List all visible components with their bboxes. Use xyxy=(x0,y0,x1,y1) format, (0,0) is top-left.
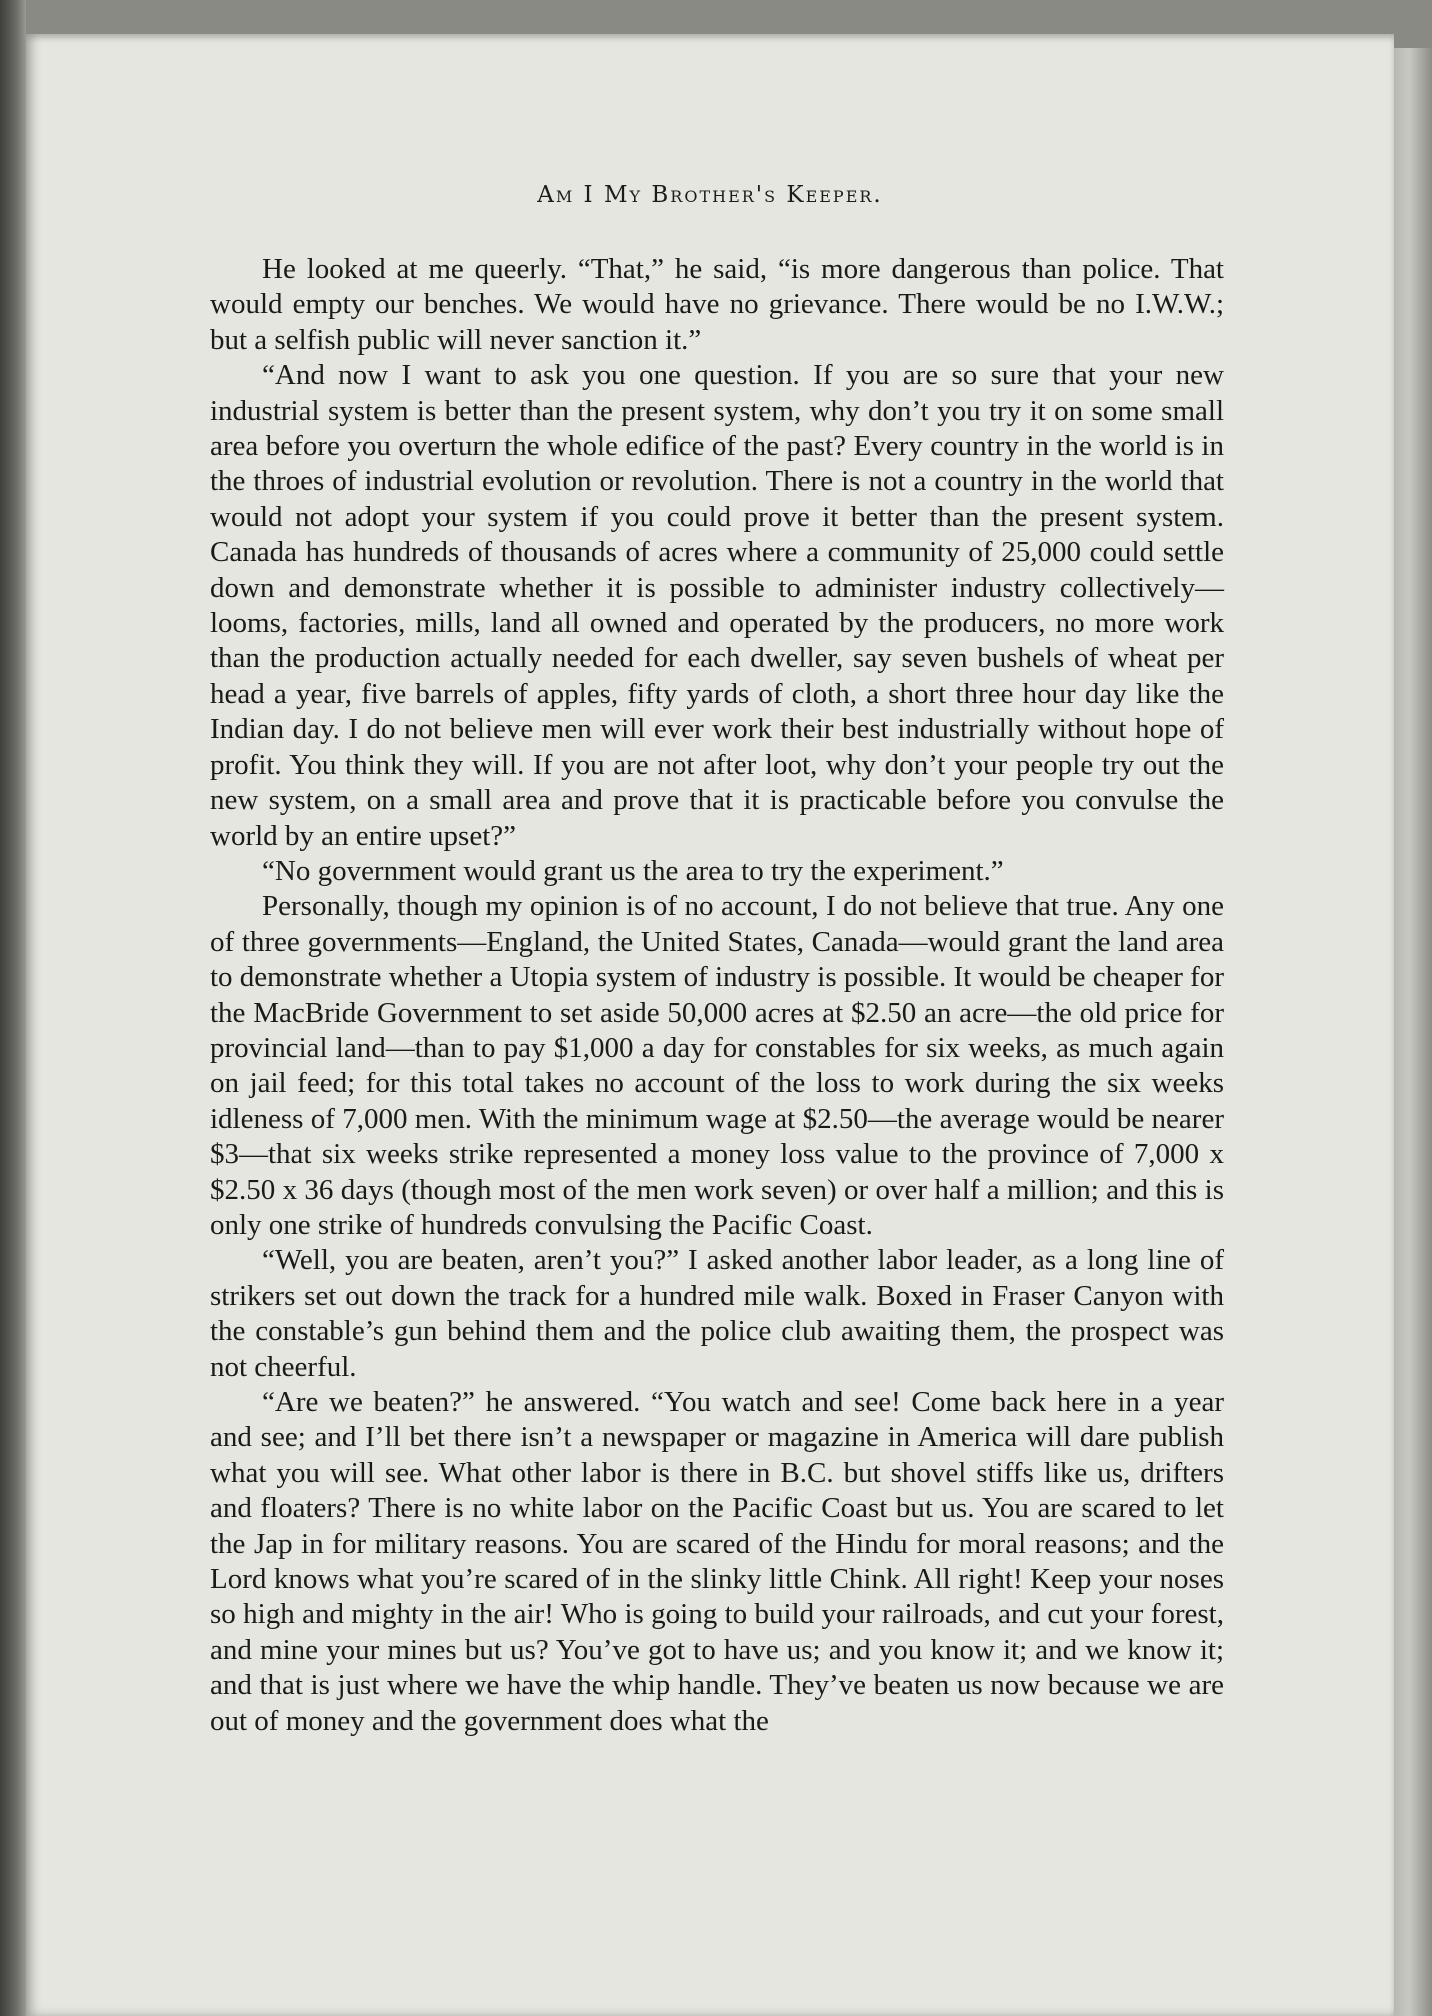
paragraph: “Are we beaten?” he answered. “You watch and see! Come back here in a year and see; and I’ll bet there isn’t a newspaper or magazine in America will dare publish what you will see. What other labor is there in B.C. but shovel stiffs like us, drifters and floaters? There is no white labor on the Pacific Coast but us. You are scared to let the Jap in for military reasons. You are scared of the Hindu for moral reasons; and the Lord knows what you’re scared of in the slinky little Chink. All right! Keep your noses so high and mighty in the air! Who is going to build your railroads, and cut your forest, and mine your mines but us? You’ve got to have us; and you know it; and we know it; and that is just where we have the whip handle. They’ve beaten us now because we are out of money and the government does what the xyxy=(210,1386,1224,1737)
body-text xyxy=(210,252,1224,1739)
paragraph: Personally, though my opinion is of no account, I do not believe that true. Any one of three governments—England, the United States, Canada—would grant the land area to demonstrate whether a Utopia system of industry is possible. It would be cheaper for the MacBride Government to set aside 50,000 acres at $2.50 an acre—the old price for provincial land—than to pay $1,000 a day for constables for six weeks, as much again on jail feed; for this total takes no account of the loss to work during the six weeks idleness of 7,000 men. With the minimum wage at $2.50—the average would be nearer $3—that six weeks strike represented a money loss value to the province of 7,000 x $2.50 x 36 days (though most of the men work seven) or over half a million; and this is only one strike of hundreds convulsing the Pacific Coast. xyxy=(210,890,1224,1241)
book-binding xyxy=(0,0,26,2016)
running-head: Am I My Brother's Keeper. xyxy=(537,182,883,208)
paragraph: “And now I want to ask you one question. If you are so sure that your new industrial system is better than the present system, why don’t you try it on some small area before you overturn the whole edifice of the past? Every country in the world is in the throes of industrial evolution or revolution. There is not a country in the world that would not adopt your system if you could prove it better than the present system. Canada has hundreds of thousands of acres where a community of 25,000 could settle down and demonstrate whether it is possible to administer industry collectively—looms, factories, mills, land all owned and operated by the producers, no more work than the production actually needed for each dweller, say seven bushels of wheat per head a year, five barrels of apples, fifty yards of cloth, a short three hour day like the Indian day. I do not believe men will ever work their best industrially without hope of profit. You think they will. If you are not after loot, why don’t your people try out the new system, on a small area and prove that it is practicable before you convulse the world by an entire upset?” xyxy=(210,359,1224,852)
paragraph: He looked at me queerly. “That,” he said, “is more dangerous than police. That would empty our benches. We would have no grievance. There would be no I.W.W.; but a selfish public will never sanction it.” xyxy=(210,253,1224,356)
paragraph: “No government would grant us the area to try the experiment.” xyxy=(262,854,1004,887)
paragraph: “Well, you are beaten, aren’t you?” I asked another labor leader, as a long line of strikers set out down the track for a hundred mile walk. Boxed in Fraser Canyon with the constable’s gun behind them and the police club awaiting them, the prospect was not cheerful. xyxy=(210,1244,1224,1383)
page-edge xyxy=(1394,48,1432,2016)
